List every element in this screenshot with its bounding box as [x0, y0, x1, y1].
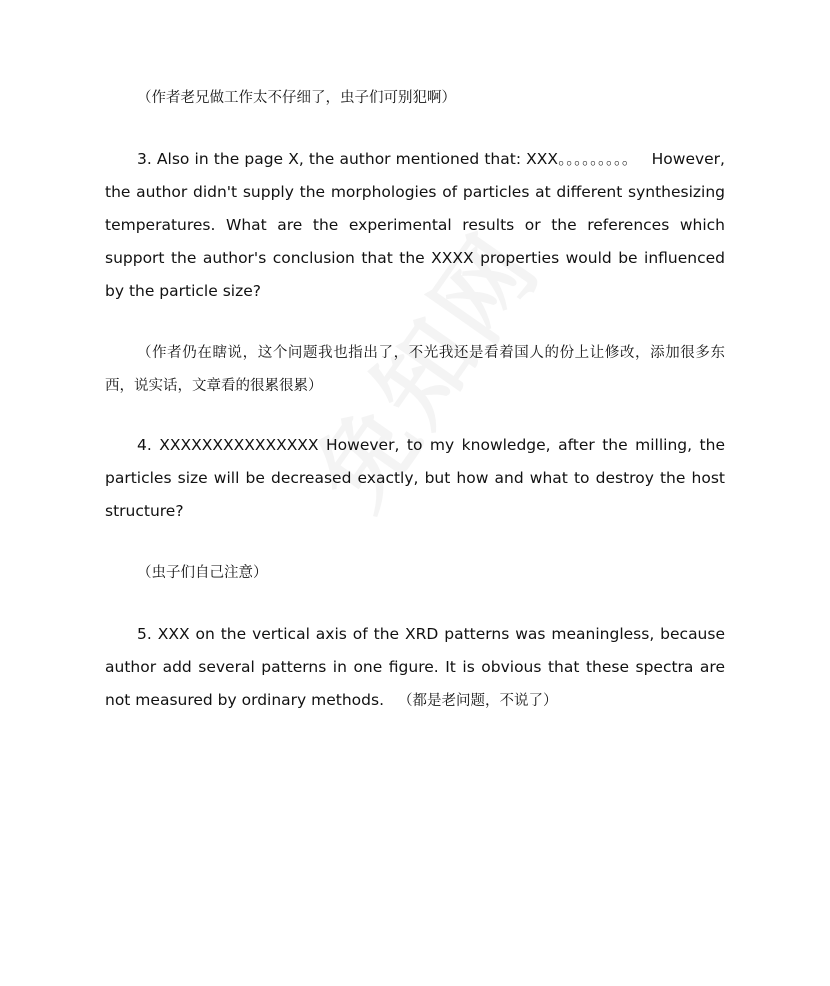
item-4-text: 4. XXXXXXXXXXXXXXX However, to my knowledge, after the milling, the particles size will be decreased exactly, but how and what to destroy the host structure?: [105, 436, 725, 520]
item-3-lead: 3. Also in the page X, the author mentioned that: XXX。。。。。。。。。: [137, 150, 638, 168]
reviewer-note-2: [105, 337, 725, 403]
note-2-text: （作者仍在瞎说，这个问题我也指出了，不光我还是看着国人的份上让修改，添加很多东西，说实话，文章看的很累很累）: [105, 345, 725, 394]
reviewer-note-1: [105, 82, 725, 115]
note-1-text: （作者老兄做工作太不仔细了，虫子们可别犯啊）: [137, 90, 456, 106]
item-5-note: （都是老问题，不说了）: [398, 693, 558, 709]
item-3-text: However, the author didn't supply the morphologies of particles at different synthesizing temperatures. What are the experimental results or the references which support the author's conclusion that the XXXX properties would be influenced by the particle size?: [105, 150, 725, 300]
review-item-3: [105, 143, 725, 308]
review-item-4: [105, 429, 725, 528]
review-item-5: [105, 618, 725, 718]
item-5-text: 5. XXX on the vertical axis of the XRD patterns was meaningless, because author add several patterns in one figure. It is obvious that these spectra are not measured by ordinary methods.: [105, 625, 725, 709]
reviewer-note-3: [105, 557, 725, 590]
note-3-text: （虫子们自己注意）: [137, 565, 268, 581]
